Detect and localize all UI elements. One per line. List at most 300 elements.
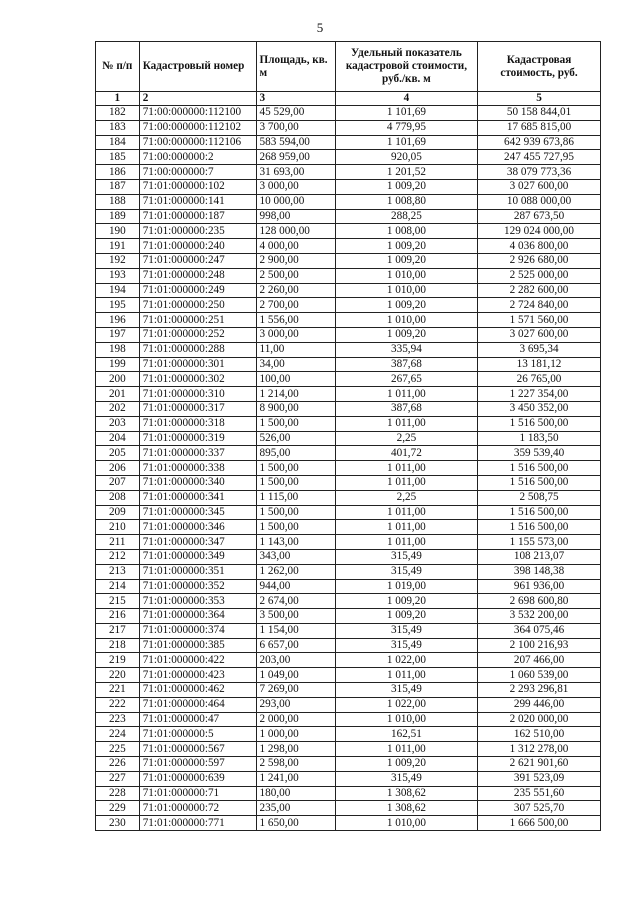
cadastral-number: 71:01:000000:385	[139, 638, 256, 653]
row-index: 206	[96, 461, 140, 476]
table-row	[96, 461, 601, 476]
row-index: 222	[96, 697, 140, 712]
specific-value: 162,51	[335, 727, 477, 742]
specific-value: 1 011,00	[335, 475, 477, 490]
cadastral-value: 1 516 500,00	[478, 475, 601, 490]
area: 1 500,00	[256, 416, 335, 431]
cadastral-value: 108 213,07	[478, 549, 601, 564]
row-index: 211	[96, 535, 140, 550]
row-index: 189	[96, 209, 140, 224]
cadastral-value: 391 523,09	[478, 771, 601, 786]
table-row	[96, 224, 601, 239]
table-row	[96, 342, 601, 357]
cadastral-value: 307 525,70	[478, 801, 601, 816]
specific-value: 1 308,62	[335, 786, 477, 801]
specific-value: 2,25	[335, 490, 477, 505]
table-row	[96, 490, 601, 505]
row-index: 188	[96, 194, 140, 209]
table-row	[96, 446, 601, 461]
table-row	[96, 357, 601, 372]
row-index: 190	[96, 224, 140, 239]
specific-value: 1 101,69	[335, 106, 477, 121]
cadastral-number: 71:01:000000:288	[139, 342, 256, 357]
row-index: 207	[96, 475, 140, 490]
table-row	[96, 594, 601, 609]
cadastral-value: 1 312 278,00	[478, 742, 601, 757]
table-row	[96, 165, 601, 180]
cadastral-value: 299 446,00	[478, 697, 601, 712]
area: 1 556,00	[256, 313, 335, 328]
area: 2 674,00	[256, 594, 335, 609]
table-row	[96, 194, 601, 209]
table-row	[96, 786, 601, 801]
cadastral-number: 71:01:000000:464	[139, 697, 256, 712]
area: 343,00	[256, 549, 335, 564]
row-index: 195	[96, 298, 140, 313]
area: 45 529,00	[256, 106, 335, 121]
cadastral-number: 71:00:000000:7	[139, 165, 256, 180]
specific-value: 1 022,00	[335, 697, 477, 712]
area: 2 260,00	[256, 283, 335, 298]
specific-value: 288,25	[335, 209, 477, 224]
cadastral-value: 2 282 600,00	[478, 283, 601, 298]
table-row	[96, 801, 601, 816]
cadastral-value: 1 516 500,00	[478, 520, 601, 535]
row-index: 217	[96, 623, 140, 638]
area: 1 262,00	[256, 564, 335, 579]
table-row	[96, 520, 601, 535]
cadastral-value: 1 666 500,00	[478, 816, 601, 831]
table-row	[96, 816, 601, 831]
specific-value: 1 011,00	[335, 520, 477, 535]
area: 1 000,00	[256, 727, 335, 742]
row-index: 225	[96, 742, 140, 757]
specific-value: 1 009,20	[335, 609, 477, 624]
area: 2 900,00	[256, 253, 335, 268]
cadastral-value: 1 516 500,00	[478, 505, 601, 520]
cadastral-number: 71:01:000000:771	[139, 816, 256, 831]
row-index: 221	[96, 683, 140, 698]
table-row	[96, 179, 601, 194]
area: 180,00	[256, 786, 335, 801]
specific-value: 1 009,20	[335, 757, 477, 772]
table-row	[96, 712, 601, 727]
cadastral-number: 71:01:000000:349	[139, 549, 256, 564]
column-number: 5	[478, 92, 601, 106]
area: 1 214,00	[256, 387, 335, 402]
cadastral-number: 71:01:000000:351	[139, 564, 256, 579]
table-row	[96, 505, 601, 520]
cadastral-value: 3 450 352,00	[478, 401, 601, 416]
table-row	[96, 120, 601, 135]
specific-value: 387,68	[335, 357, 477, 372]
column-number: 4	[335, 92, 477, 106]
area: 2 500,00	[256, 268, 335, 283]
specific-value: 2,25	[335, 431, 477, 446]
cadastral-number: 71:01:000000:102	[139, 179, 256, 194]
area: 128 000,00	[256, 224, 335, 239]
cadastral-number: 71:01:000000:341	[139, 490, 256, 505]
row-index: 209	[96, 505, 140, 520]
cadastral-number: 71:01:000000:301	[139, 357, 256, 372]
specific-value: 1 009,20	[335, 179, 477, 194]
row-index: 228	[96, 786, 140, 801]
specific-value: 1 101,69	[335, 135, 477, 150]
area: 1 500,00	[256, 461, 335, 476]
row-index: 186	[96, 165, 140, 180]
area: 34,00	[256, 357, 335, 372]
cadastral-number: 71:01:000000:72	[139, 801, 256, 816]
area: 268 959,00	[256, 150, 335, 165]
specific-value: 1 011,00	[335, 387, 477, 402]
cadastral-value: 961 936,00	[478, 579, 601, 594]
area: 944,00	[256, 579, 335, 594]
table-row	[96, 653, 601, 668]
table-row	[96, 697, 601, 712]
cadastral-number: 71:00:000000:112102	[139, 120, 256, 135]
table-row	[96, 609, 601, 624]
specific-value: 387,68	[335, 401, 477, 416]
area: 235,00	[256, 801, 335, 816]
cadastral-number: 71:01:000000:252	[139, 327, 256, 342]
cadastral-number: 71:01:000000:319	[139, 431, 256, 446]
column-number-row	[96, 92, 601, 106]
cadastral-value: 207 466,00	[478, 653, 601, 668]
table-header-row	[96, 42, 601, 92]
table-row	[96, 135, 601, 150]
row-index: 216	[96, 609, 140, 624]
cadastral-table	[95, 41, 601, 831]
cadastral-number: 71:01:000000:345	[139, 505, 256, 520]
cadastral-number: 71:00:000000:112100	[139, 106, 256, 121]
row-index: 215	[96, 594, 140, 609]
row-index: 197	[96, 327, 140, 342]
area: 3 000,00	[256, 179, 335, 194]
specific-value: 315,49	[335, 771, 477, 786]
specific-value: 1 011,00	[335, 416, 477, 431]
table-row	[96, 253, 601, 268]
row-index: 212	[96, 549, 140, 564]
row-index: 224	[96, 727, 140, 742]
specific-value: 1 010,00	[335, 283, 477, 298]
area: 1 298,00	[256, 742, 335, 757]
area: 998,00	[256, 209, 335, 224]
cadastral-number: 71:01:000000:47	[139, 712, 256, 727]
row-index: 184	[96, 135, 140, 150]
specific-value: 1 011,00	[335, 742, 477, 757]
cadastral-number: 71:01:000000:310	[139, 387, 256, 402]
cadastral-value: 129 024 000,00	[478, 224, 601, 239]
specific-value: 1 008,80	[335, 194, 477, 209]
specific-value: 1 010,00	[335, 268, 477, 283]
table-row	[96, 638, 601, 653]
row-index: 229	[96, 801, 140, 816]
row-index: 213	[96, 564, 140, 579]
specific-value: 1 011,00	[335, 668, 477, 683]
area: 1 115,00	[256, 490, 335, 505]
cadastral-number: 71:01:000000:318	[139, 416, 256, 431]
cadastral-value: 398 148,38	[478, 564, 601, 579]
cadastral-value: 2 525 000,00	[478, 268, 601, 283]
table-row	[96, 727, 601, 742]
row-index: 210	[96, 520, 140, 535]
row-index: 187	[96, 179, 140, 194]
table-row	[96, 283, 601, 298]
area: 583 594,00	[256, 135, 335, 150]
row-index: 214	[96, 579, 140, 594]
column-number: 2	[139, 92, 256, 106]
specific-value: 1 009,20	[335, 327, 477, 342]
cadastral-value: 2 020 000,00	[478, 712, 601, 727]
area: 1 154,00	[256, 623, 335, 638]
cadastral-value: 17 685 815,00	[478, 120, 601, 135]
table-row	[96, 564, 601, 579]
row-index: 223	[96, 712, 140, 727]
area: 895,00	[256, 446, 335, 461]
cadastral-number: 71:01:000000:250	[139, 298, 256, 313]
row-index: 198	[96, 342, 140, 357]
cadastral-number: 71:01:000000:302	[139, 372, 256, 387]
specific-value: 1 019,00	[335, 579, 477, 594]
cadastral-number: 71:01:000000:639	[139, 771, 256, 786]
specific-value: 315,49	[335, 549, 477, 564]
specific-value: 1 010,00	[335, 313, 477, 328]
table-row	[96, 387, 601, 402]
specific-value: 1 022,00	[335, 653, 477, 668]
cadastral-value: 1 516 500,00	[478, 416, 601, 431]
area: 3 500,00	[256, 609, 335, 624]
cadastral-number: 71:01:000000:352	[139, 579, 256, 594]
cadastral-number: 71:01:000000:235	[139, 224, 256, 239]
cadastral-number: 71:01:000000:346	[139, 520, 256, 535]
row-index: 192	[96, 253, 140, 268]
area: 1 650,00	[256, 816, 335, 831]
cadastral-value: 235 551,60	[478, 786, 601, 801]
table-row	[96, 150, 601, 165]
area: 7 269,00	[256, 683, 335, 698]
cadastral-number: 71:01:000000:71	[139, 786, 256, 801]
table-row	[96, 416, 601, 431]
table-row	[96, 431, 601, 446]
cadastral-number: 71:01:000000:567	[139, 742, 256, 757]
cadastral-number: 71:01:000000:141	[139, 194, 256, 209]
row-index: 200	[96, 372, 140, 387]
table-row	[96, 106, 601, 121]
cadastral-value: 162 510,00	[478, 727, 601, 742]
specific-value: 315,49	[335, 623, 477, 638]
cadastral-value: 3 532 200,00	[478, 609, 601, 624]
table-row	[96, 268, 601, 283]
cadastral-value: 364 075,46	[478, 623, 601, 638]
area: 4 000,00	[256, 239, 335, 254]
specific-value: 1 009,20	[335, 298, 477, 313]
row-index: 226	[96, 757, 140, 772]
specific-value: 1 011,00	[335, 505, 477, 520]
cadastral-value: 1 227 354,00	[478, 387, 601, 402]
area: 6 657,00	[256, 638, 335, 653]
table-row	[96, 757, 601, 772]
cadastral-number: 71:00:000000:112106	[139, 135, 256, 150]
cadastral-value: 2 926 680,00	[478, 253, 601, 268]
cadastral-number: 71:01:000000:597	[139, 757, 256, 772]
cadastral-value: 2 724 840,00	[478, 298, 601, 313]
row-index: 208	[96, 490, 140, 505]
cadastral-value: 3 027 600,00	[478, 327, 601, 342]
cadastral-number: 71:01:000000:340	[139, 475, 256, 490]
area: 10 000,00	[256, 194, 335, 209]
cadastral-value: 2 508,75	[478, 490, 601, 505]
row-index: 204	[96, 431, 140, 446]
cadastral-number: 71:01:000000:240	[139, 239, 256, 254]
cadastral-number: 71:01:000000:248	[139, 268, 256, 283]
specific-value: 920,05	[335, 150, 477, 165]
column-number: 1	[96, 92, 140, 106]
table-row	[96, 298, 601, 313]
specific-value: 1 011,00	[335, 535, 477, 550]
table-row	[96, 401, 601, 416]
cadastral-value: 2 100 216,93	[478, 638, 601, 653]
cadastral-number: 71:01:000000:422	[139, 653, 256, 668]
cadastral-number: 71:01:000000:337	[139, 446, 256, 461]
table-row	[96, 549, 601, 564]
row-index: 185	[96, 150, 140, 165]
table-row	[96, 771, 601, 786]
cadastral-value: 2 621 901,60	[478, 757, 601, 772]
cadastral-value: 26 765,00	[478, 372, 601, 387]
table-row	[96, 239, 601, 254]
cadastral-number: 71:01:000000:347	[139, 535, 256, 550]
area: 2 700,00	[256, 298, 335, 313]
row-index: 201	[96, 387, 140, 402]
table-row	[96, 475, 601, 490]
row-index: 202	[96, 401, 140, 416]
table-row	[96, 683, 601, 698]
cadastral-number: 71:01:000000:364	[139, 609, 256, 624]
table-row	[96, 623, 601, 638]
table-row	[96, 668, 601, 683]
area: 3 700,00	[256, 120, 335, 135]
cadastral-value: 359 539,40	[478, 446, 601, 461]
header-specific-value: Удельный показатель кадастровой стоимости, руб./кв. м	[335, 42, 477, 92]
area: 2 598,00	[256, 757, 335, 772]
cadastral-number: 71:00:000000:2	[139, 150, 256, 165]
cadastral-number: 71:01:000000:338	[139, 461, 256, 476]
specific-value: 1 010,00	[335, 816, 477, 831]
row-index: 219	[96, 653, 140, 668]
page-number: 5	[316, 20, 324, 35]
table-row	[96, 579, 601, 594]
specific-value: 401,72	[335, 446, 477, 461]
cadastral-value: 1 516 500,00	[478, 461, 601, 476]
table-row	[96, 535, 601, 550]
cadastral-value: 247 455 727,95	[478, 150, 601, 165]
header-cadastral-number: Кадастровый номер	[139, 42, 256, 92]
cadastral-value: 1 060 539,00	[478, 668, 601, 683]
specific-value: 1 011,00	[335, 461, 477, 476]
cadastral-number: 71:01:000000:317	[139, 401, 256, 416]
cadastral-value: 10 088 000,00	[478, 194, 601, 209]
cadastral-number: 71:01:000000:374	[139, 623, 256, 638]
specific-value: 1 201,52	[335, 165, 477, 180]
area: 2 000,00	[256, 712, 335, 727]
area: 100,00	[256, 372, 335, 387]
cadastral-number: 71:01:000000:5	[139, 727, 256, 742]
row-index: 199	[96, 357, 140, 372]
cadastral-value: 1 571 560,00	[478, 313, 601, 328]
cadastral-value: 4 036 800,00	[478, 239, 601, 254]
area: 3 000,00	[256, 327, 335, 342]
row-index: 205	[96, 446, 140, 461]
specific-value: 1 010,00	[335, 712, 477, 727]
specific-value: 315,49	[335, 638, 477, 653]
cadastral-number: 71:01:000000:251	[139, 313, 256, 328]
row-index: 182	[96, 106, 140, 121]
row-index: 227	[96, 771, 140, 786]
header-cadastral-value: Кадастровая стоимость, руб.	[478, 42, 601, 92]
row-index: 196	[96, 313, 140, 328]
specific-value: 315,49	[335, 683, 477, 698]
cadastral-value: 642 939 673,86	[478, 135, 601, 150]
table-row	[96, 372, 601, 387]
area: 203,00	[256, 653, 335, 668]
row-index: 220	[96, 668, 140, 683]
specific-value: 1 308,62	[335, 801, 477, 816]
header-index: № п/п	[96, 42, 140, 92]
cadastral-value: 3 027 600,00	[478, 179, 601, 194]
area: 11,00	[256, 342, 335, 357]
specific-value: 335,94	[335, 342, 477, 357]
row-index: 203	[96, 416, 140, 431]
cadastral-value: 287 673,50	[478, 209, 601, 224]
cadastral-value: 3 695,34	[478, 342, 601, 357]
area: 1 500,00	[256, 505, 335, 520]
cadastral-value: 2 293 296,81	[478, 683, 601, 698]
specific-value: 1 009,20	[335, 594, 477, 609]
cadastral-number: 71:01:000000:249	[139, 283, 256, 298]
specific-value: 1 008,00	[335, 224, 477, 239]
row-index: 230	[96, 816, 140, 831]
cadastral-number: 71:01:000000:423	[139, 668, 256, 683]
row-index: 194	[96, 283, 140, 298]
area: 293,00	[256, 697, 335, 712]
cadastral-number: 71:01:000000:247	[139, 253, 256, 268]
cadastral-value: 50 158 844,01	[478, 106, 601, 121]
column-number: 3	[256, 92, 335, 106]
specific-value: 267,65	[335, 372, 477, 387]
area: 1 143,00	[256, 535, 335, 550]
row-index: 218	[96, 638, 140, 653]
cadastral-value: 2 698 600,80	[478, 594, 601, 609]
area: 1 049,00	[256, 668, 335, 683]
specific-value: 4 779,95	[335, 120, 477, 135]
cadastral-value: 13 181,12	[478, 357, 601, 372]
cadastral-number: 71:01:000000:462	[139, 683, 256, 698]
table-row	[96, 742, 601, 757]
table-body	[96, 106, 601, 831]
area: 526,00	[256, 431, 335, 446]
cadastral-number: 71:01:000000:187	[139, 209, 256, 224]
specific-value: 315,49	[335, 564, 477, 579]
area: 1 500,00	[256, 520, 335, 535]
table-row	[96, 313, 601, 328]
cadastral-value: 1 155 573,00	[478, 535, 601, 550]
specific-value: 1 009,20	[335, 239, 477, 254]
header-area: Площадь, кв. м	[256, 42, 335, 92]
cadastral-value: 1 183,50	[478, 431, 601, 446]
row-index: 193	[96, 268, 140, 283]
specific-value: 1 009,20	[335, 253, 477, 268]
area: 1 241,00	[256, 771, 335, 786]
